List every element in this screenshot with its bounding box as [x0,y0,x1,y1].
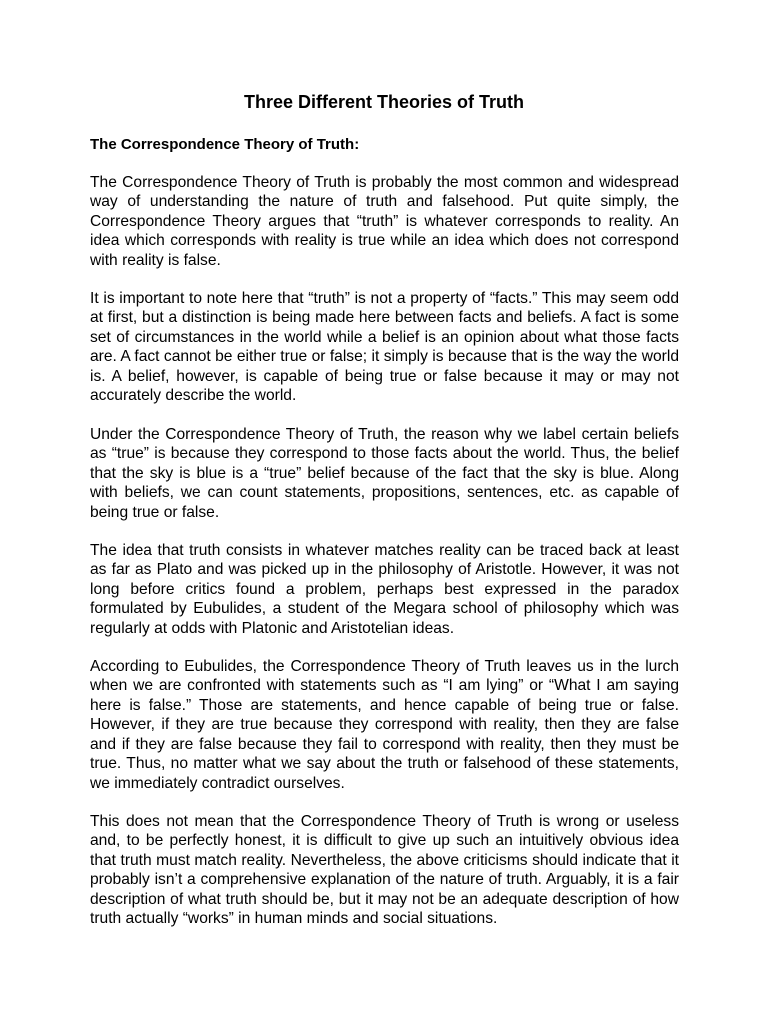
section-heading: The Correspondence Theory of Truth: [90,136,360,153]
page-title: Three Different Theories of Truth [243,92,525,112]
paragraph-6: This does not mean that the Correspondence Theory of Truth is wrong or useless and, to be perfectly honest, it is difficult to give up such an intuitively obvious idea that truth must match reality. Nevertheless, the above criticisms should indicate that it probably isn’t a comprehensive explanation of the nature of truth. Arguably, it is a fair description of what truth should be, but it may not be an adequate description of how truth actually “works” in human minds and social situations. [90,813,679,928]
paragraph-5: According to Eubulides, the Correspondence Theory of Truth leaves us in the lurch when we are confronted with statements such as “I am lying” or “What I am saying here is false.” Those are statements, and hence capable of being true or false. However, if they are true because they correspond with reality, then they are false and if they are false because they fail to correspond with reality, then they must be true. Thus, no matter what we say about the truth or falsehood of these statements, we immediately contradict ourselves. [90,658,679,792]
paragraph-3: Under the Correspondence Theory of Truth, the reason why we label certain beliefs as “true” is because they correspond to those facts about the world. Thus, the belief that the sky is blue is a “true” belief because of the fact that the sky is blue. Along with beliefs, we can count statements, propositions, sentences, etc. as capable of being true or false. [90,426,679,521]
paragraph-2: It is important to note here that “truth” is not a property of “facts.” This may seem odd at first, but a distinction is being made here between facts and beliefs. A fact is some set of circumstances in the world while a belief is an opinion about what those facts are. A fact cannot be either true or false; it simply is because that is the way the world is. A belief, however, is capable of being true or false because it may or may not accurately describe the world. [90,290,679,405]
paragraph-1: The Correspondence Theory of Truth is probably the most common and widespread way of understanding the nature of truth and falsehood. Put quite simply, the Correspondence Theory argues that “truth” is whatever corresponds to reality. An idea which corresponds with reality is true while an idea which does not correspond with reality is false. [90,174,679,269]
paragraph-4: The idea that truth consists in whatever matches reality can be traced back at least as far as Plato and was picked up in the philosophy of Aristotle. However, it was not long before critics found a problem, perhaps best expressed in the paradox formulated by Eubulides, a student of the Megara school of philosophy which was regularly at odds with Platonic and Aristotelian ideas. [90,542,679,637]
